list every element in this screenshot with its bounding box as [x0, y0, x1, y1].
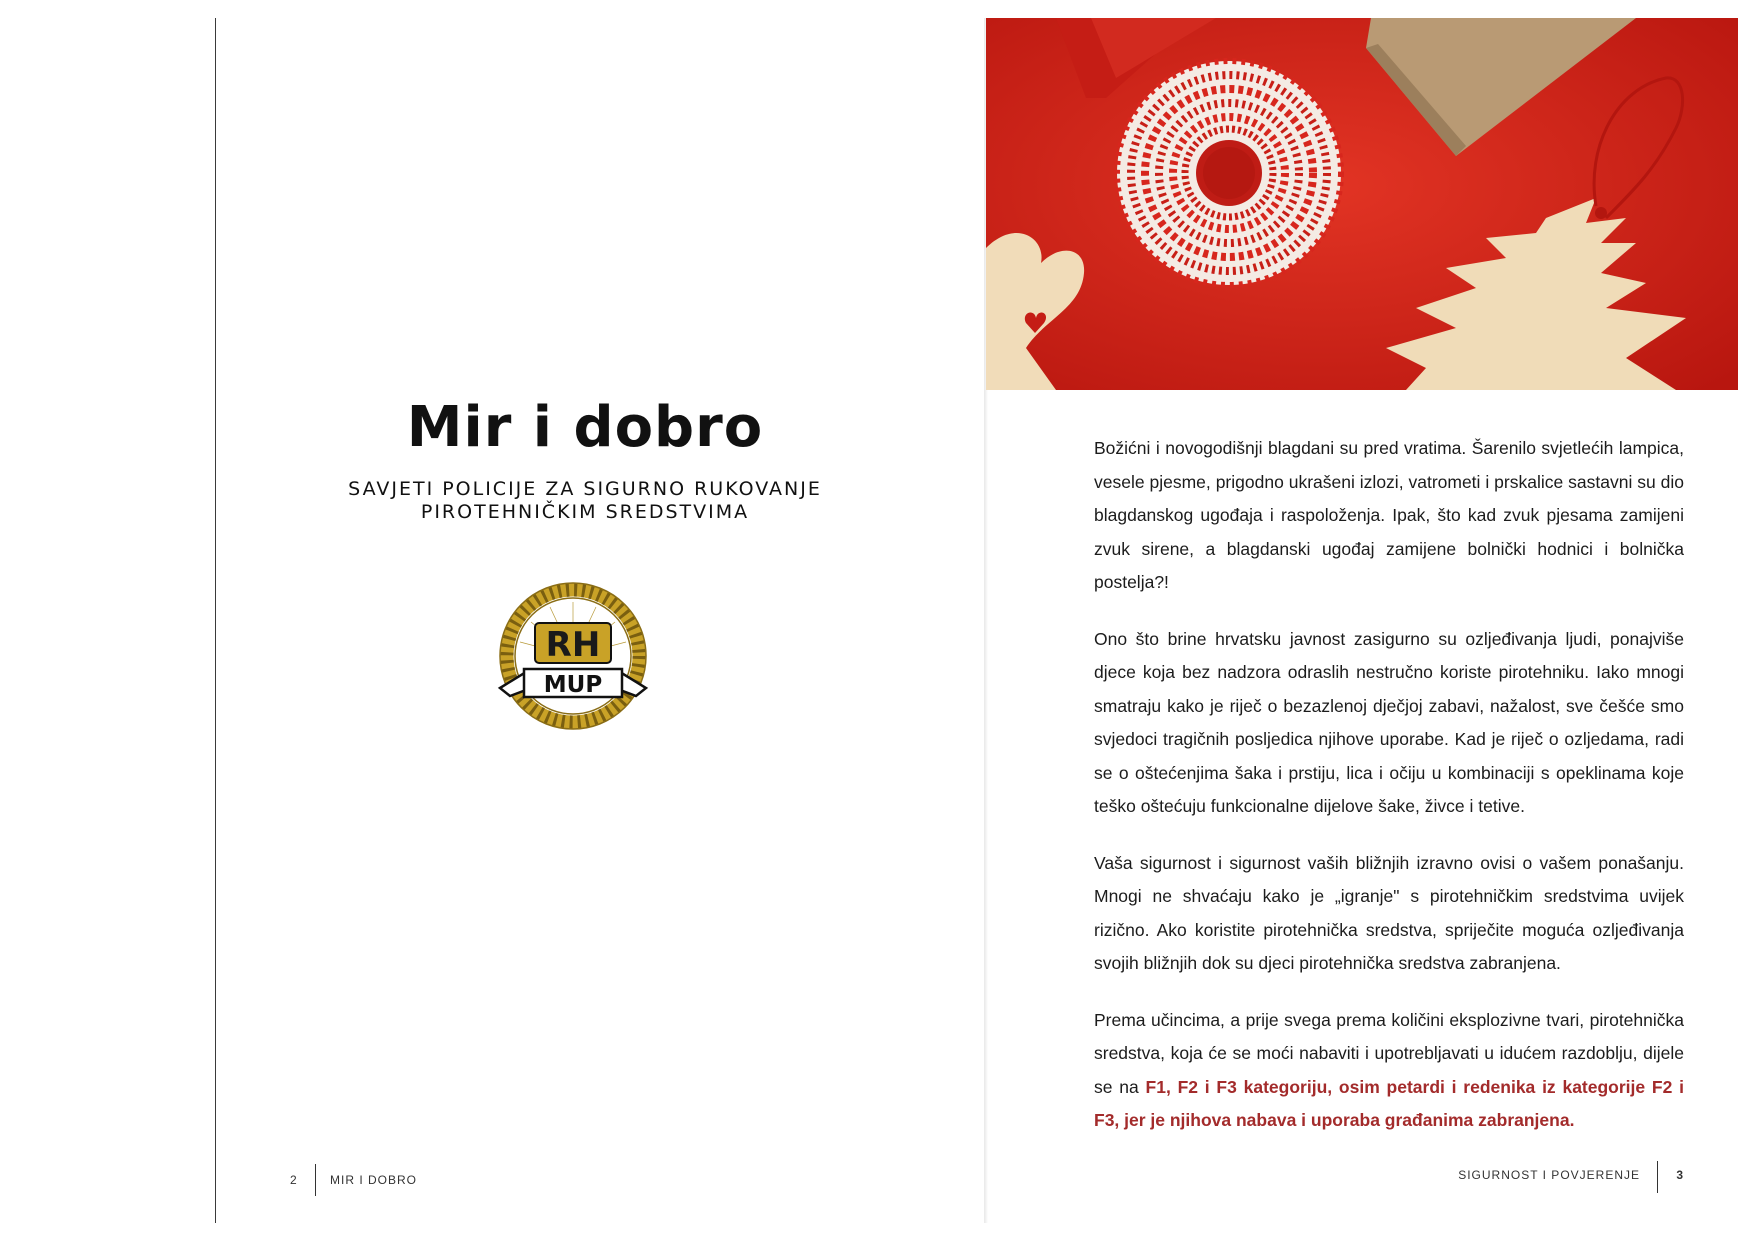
paragraph-text: Prema učincima, a prije svega prema količini eksplozivne tvari, pirotehnička sredstva, koja će se moći nabaviti i upotrebljavati u idućem razdoblju, dijele se na — [1094, 1009, 1684, 1097]
rh-mup-emblem-icon — [488, 580, 658, 735]
left-footer-label: MIR I DOBRO — [330, 1173, 418, 1187]
right-page-number: 3 — [1676, 1168, 1684, 1182]
footer-divider — [315, 1164, 316, 1196]
left-margin-rule — [215, 18, 216, 1223]
right-footer-label: SIGURNOST I POVJERENJE — [1458, 1168, 1640, 1182]
emblem-rh-text: RH — [545, 625, 601, 665]
christmas-decorations-photo — [986, 18, 1738, 390]
article-body — [1094, 432, 1684, 1161]
page-title: Mir i dobro — [406, 395, 764, 460]
page-subtitle — [280, 478, 890, 524]
emblem-mup-text: MUP — [543, 672, 603, 698]
right-footer — [1440, 1163, 1690, 1193]
subtitle-line-1: SAVJETI POLICIJE ZA SIGURNO RUKOVANJE — [348, 478, 822, 500]
paragraph: Božićni i novogodišnji blagdani su pred vratima. Šarenilo svjetlećih lampica, vesele pjesme, prigodno ukrašeni izlozi, vatrometi i prskalice sastavni su dio blagdanskog ugođaja i raspoloženja. Ipak, što kad zvuk pjesama zamijeni zvuk sirene, a blagdanski ugođaj zamijene bolnički hodnici i bolnička postelja?! — [1094, 438, 1684, 592]
paragraph: Ono što brine hrvatsku javnost zasigurno su ozljeđivanja ljudi, ponajviše djece koja bez nadzora odraslih nestručno koriste pirotehniku. Iako mnogi smatraju kako je riječ o bezazlenoj dječjoj zabavi, nažalost, sve češće smo svjedoci tragičnih posljedica njihove uporabe. Kad je riječ o ozljedama, radi se o oštećenjima šaka i prstiju, lica i očiju u kombinaciji s opeklinama koje teško oštećuju funkcionalne dijelove šake, živce i tetive. — [1094, 628, 1684, 816]
footer-divider — [1657, 1161, 1658, 1193]
highlighted-text: F1, F2 i F3 kategoriju, osim petardi i redenika iz kategorije F2 i F3, jer je njihova nabava i uporaba građanima zabranjena. — [1094, 1076, 1684, 1130]
paragraph: Vaša sigurnost i sigurnost vaših bližnjih izravno ovisi o vašem ponašanju. Mnogi ne shvaćaju kako je „igranje" s pirotehničkim sredstvima uvijek rizično. Ako koristite pirotehnička sredstva, spriječite moguća ozljeđivanja svojih bližnjih dok su djeci pirotehnička sredstva zabranjena. — [1094, 852, 1684, 973]
paragraph-highlight — [1094, 1004, 1684, 1138]
subtitle-line-2: PIROTEHNIČKIM SREDSTVIMA — [420, 501, 750, 523]
left-page-number: 2 — [290, 1173, 298, 1187]
